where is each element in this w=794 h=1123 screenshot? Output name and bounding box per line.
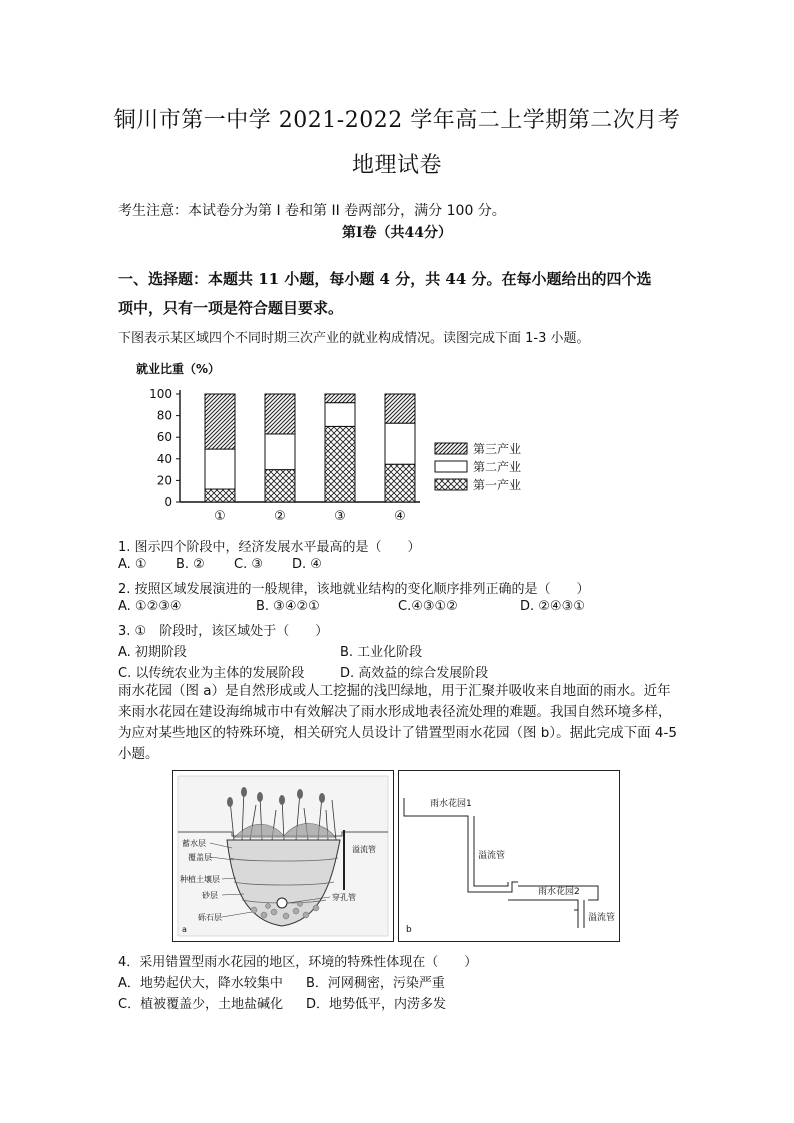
chart-category-label: ② <box>274 509 286 524</box>
chart-bar-segment <box>205 449 235 489</box>
question-3-option-d[interactable]: D. 高效益的综合发展阶段 <box>340 666 489 681</box>
chart-bar-segment <box>205 489 235 502</box>
question-1-stem: 1. 图示四个阶段中，经济发展水平最高的是（ ） <box>118 540 421 555</box>
question-2-option-d[interactable]: D. ②④③① <box>520 599 585 614</box>
chart-bar-segment <box>325 426 355 502</box>
question-3-stem: 3. ① 阶段时，该区域处于（ ） <box>118 624 329 639</box>
chart-bar-segment <box>265 470 295 502</box>
figure-a-label-planting-soil: 种植土壤层 <box>180 875 220 884</box>
chart-ytick-label: 60 <box>156 430 172 445</box>
chart-ylabel: 就业比重（%） <box>136 362 221 376</box>
chart-ytick-label: 40 <box>156 451 172 466</box>
chart-legend-swatch <box>435 443 467 454</box>
chart-ytick-label: 0 <box>164 495 172 509</box>
chart-bar-segment <box>385 423 415 464</box>
question-3-options-row1 <box>118 641 422 660</box>
chart-bar-segment <box>385 464 415 502</box>
chart-category-label: ④ <box>394 509 406 524</box>
chart-bar-segment <box>385 394 415 423</box>
employment-structure-chart <box>130 355 570 525</box>
figure-a-tag: a <box>182 925 187 934</box>
question-4-stem: 4．采用错置型雨水花园的地区，环境的特殊性体现在（ ） <box>118 955 478 970</box>
question-2-option-a[interactable]: A. ①②③④ <box>118 599 182 614</box>
chart-legend-label: 第一产业 <box>473 478 522 492</box>
chart-legend-label: 第三产业 <box>473 442 522 456</box>
figure-b-label-garden2: 雨水花园2 <box>538 887 580 897</box>
figure-b-staggered-rain-garden <box>398 770 620 942</box>
figure-a-rain-garden <box>172 770 394 942</box>
intro-questions-1-3: 下图表示某区域四个不同时期三次产业的就业构成情况。读图完成下面 1-3 小题。 <box>118 331 590 346</box>
section1-instruction-line1: 一、选择题：本题共 11 小题，每小题 4 分，共 44 分。在每小题给出的四个选 <box>118 270 652 288</box>
question-3-option-a[interactable]: A. 初期阶段 <box>118 645 187 660</box>
question-3-options-row2 <box>118 662 488 681</box>
chart-ytick-label: 80 <box>156 408 172 423</box>
exam-title: 铜川市第一中学 2021-2022 学年高二上学期第二次月考 <box>113 108 681 133</box>
question-4-option-a[interactable]: A．地势起伏大，降水较集中 <box>118 976 283 991</box>
figure-b-label-overflow1: 溢流管 <box>478 851 506 861</box>
question-4-option-d[interactable]: D．地势低平，内涝多发 <box>306 997 447 1012</box>
exam-subtitle: 地理试卷 <box>351 153 442 178</box>
question-4-option-c[interactable]: C．植被覆盖少，土地盐碱化 <box>118 997 284 1012</box>
question-4-option-b[interactable]: B．河网稠密，污染严重 <box>306 976 445 991</box>
figure-b-label-garden1: 雨水花园1 <box>430 799 472 809</box>
section1-instruction-line2: 项中，只有一项是符合题目要求。 <box>118 299 344 317</box>
chart-ytick-label: 20 <box>156 473 172 488</box>
question-2-option-b[interactable]: B. ③④②① <box>256 599 320 614</box>
chart-bar-segment <box>265 434 295 470</box>
chart-bar-segment <box>325 394 355 403</box>
exam-notice: 考生注意：本试卷分为第 I 卷和第 II 卷两部分，满分 100 分。 <box>118 203 506 219</box>
question-1-option-b[interactable]: B. ② <box>176 557 205 572</box>
figure-a-label-overflow: 溢流管 <box>352 845 376 854</box>
figure-b-tag: b <box>406 925 412 935</box>
chart-legend-label: 第二产业 <box>473 460 522 474</box>
passage-questions-4-5: 雨水花园（图 a）是自然形成或人工挖掘的浅凹绿地，用于汇聚并吸收来自地面的雨水。近年来雨水花园在建设海绵城市中有效解决了雨水形成地表径流处理的难题。我国自然环境多样，为应对某些地区的特殊环境，相关研究人员设计了错置型雨水花园（图 b）。据此完成下面 4-5 小题。 <box>118 683 677 762</box>
question-3-option-b[interactable]: B. 工业化阶段 <box>340 645 423 660</box>
question-1-option-d[interactable]: D. ④ <box>292 557 322 572</box>
figure-a-label-sand: 砂层 <box>202 891 218 900</box>
chart-bar-segment <box>205 394 235 449</box>
question-1-option-a[interactable]: A. ① <box>118 557 147 572</box>
question-4-options-row2 <box>118 993 446 1012</box>
question-4-options-row1 <box>118 972 445 991</box>
question-1-options <box>118 557 322 572</box>
figure-b-label-overflow2: 溢流管 <box>588 913 616 923</box>
figure-a-label-perforated-pipe: 穿孔管 <box>332 893 356 902</box>
chart-bar-segment <box>265 394 295 434</box>
figure-a-label-cover: 覆盖层 <box>188 853 212 862</box>
chart-category-label: ① <box>214 509 226 524</box>
chart-legend-swatch <box>435 461 467 472</box>
question-2-stem: 2. 按照区域发展演进的一般规律，该地就业结构的变化顺序排列正确的是（ ） <box>118 582 590 597</box>
question-2-option-c[interactable]: C.④③①② <box>398 599 458 614</box>
figure-a-label-storage: 蓄水层 <box>182 839 206 848</box>
question-3-option-c[interactable]: C. 以传统农业为主体的发展阶段 <box>118 666 305 681</box>
question-2-options <box>118 599 585 614</box>
figure-a-label-gravel: 砾石层 <box>198 913 222 922</box>
chart-category-label: ③ <box>334 509 346 524</box>
chart-ytick-label: 100 <box>149 387 172 401</box>
chart-bar-segment <box>325 403 355 427</box>
chart-legend-swatch <box>435 479 467 490</box>
question-1-option-c[interactable]: C. ③ <box>234 557 263 572</box>
part1-heading: 第Ⅰ卷（共44分） <box>341 225 453 241</box>
